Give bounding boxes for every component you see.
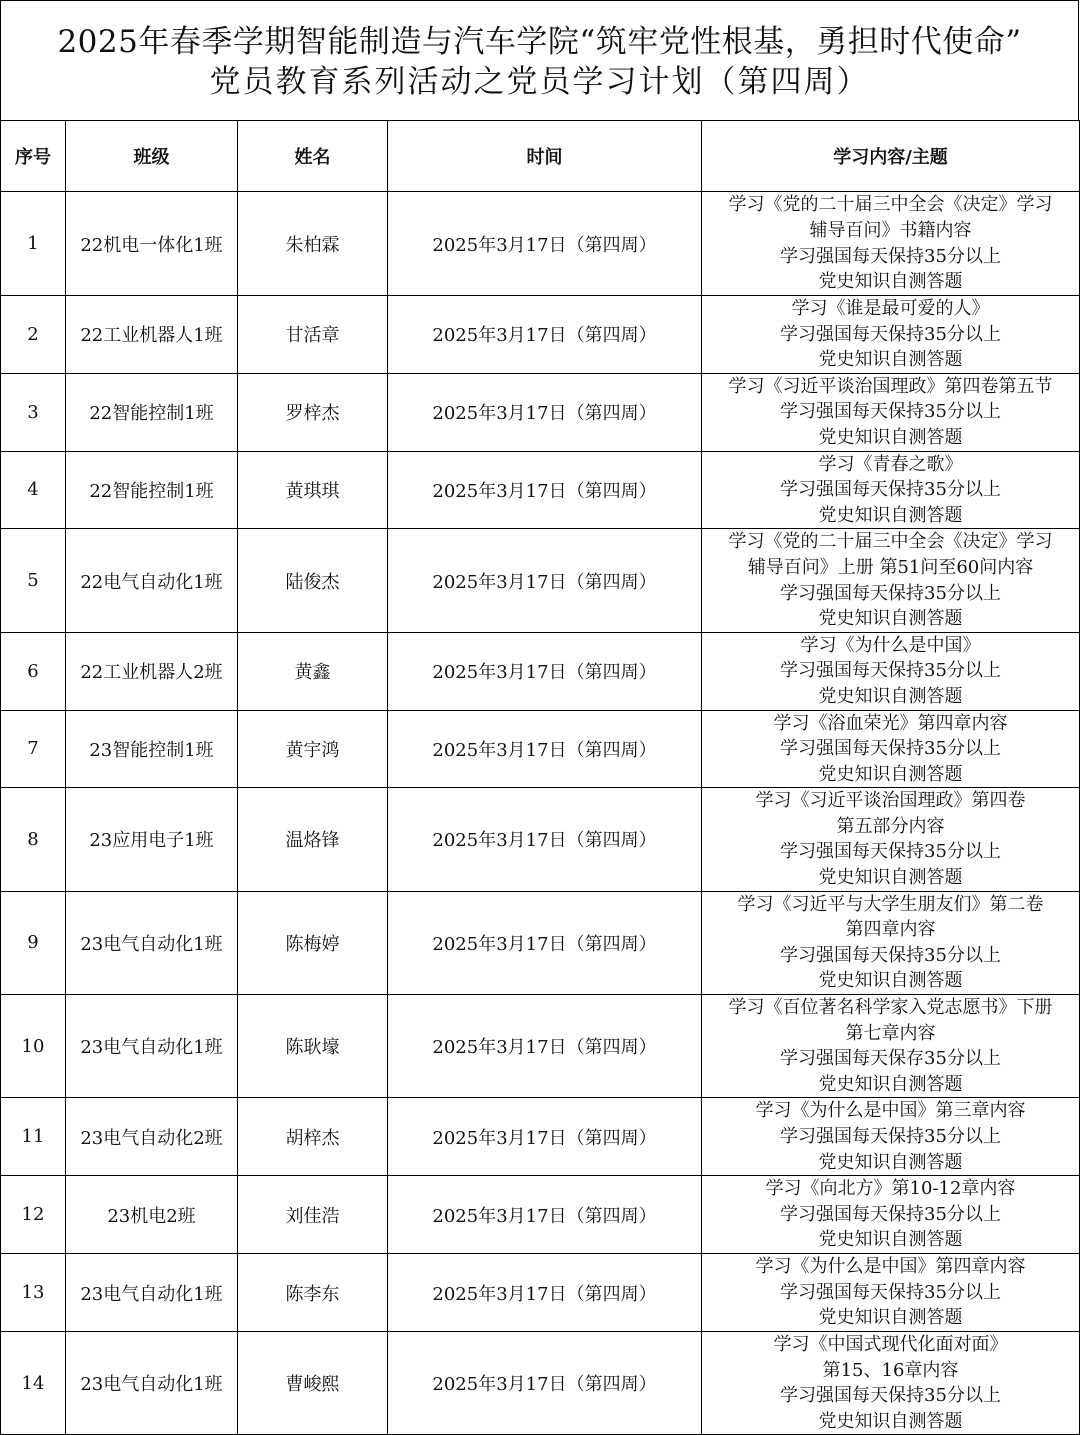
content-line: 学习《向北方》第10-12章内容 <box>765 1178 1016 1200</box>
content-line: 学习《为什么是中国》第四章内容 <box>755 1256 1026 1278</box>
cell-content <box>702 891 1080 994</box>
content-line: 学习强国每天保持35分以上 <box>780 479 1001 501</box>
cell-name: 黄宇鸿 <box>238 710 388 788</box>
cell-name: 陈李东 <box>238 1254 388 1332</box>
content-line: 第七章内容 <box>845 1022 936 1044</box>
content-line: 学习《习近平谈治国理政》第四卷第五节 <box>728 375 1053 397</box>
content-line: 辅导百问》上册 第51问至60问内容 <box>747 556 1034 578</box>
title-line-2: 党员教育系列活动之党员学习计划（第四周） <box>209 63 870 100</box>
table-row <box>1 710 1080 788</box>
content-line: 党史知识自测答题 <box>818 426 963 448</box>
cell-time: 2025年3月17日（第四周） <box>388 788 702 891</box>
content-line: 党史知识自测答题 <box>818 1307 963 1329</box>
cell-name: 刘佳浩 <box>238 1176 388 1254</box>
cell-name: 朱柏霖 <box>238 192 388 296</box>
cell-class: 22智能控制1班 <box>66 373 238 451</box>
header-index: 序号 <box>1 121 66 192</box>
content-line: 党史知识自测答题 <box>818 504 963 526</box>
cell-class: 22工业机器人2班 <box>66 632 238 710</box>
cell-class: 23电气自动化1班 <box>66 1331 238 1434</box>
cell-index: 9 <box>1 891 66 994</box>
header-class: 班级 <box>66 121 238 192</box>
cell-class: 23机电2班 <box>66 1176 238 1254</box>
cell-class: 23应用电子1班 <box>66 788 238 891</box>
content-line: 党史知识自测答题 <box>818 867 963 889</box>
table-row <box>1 632 1080 710</box>
table-row <box>1 788 1080 891</box>
cell-class: 22工业机器人1班 <box>66 296 238 374</box>
cell-content <box>702 632 1080 710</box>
cell-time: 2025年3月17日（第四周） <box>388 451 702 529</box>
cell-name: 陆俊杰 <box>238 529 388 632</box>
cell-time: 2025年3月17日（第四周） <box>388 1176 702 1254</box>
cell-class: 23电气自动化1班 <box>66 995 238 1098</box>
cell-name: 陈梅婷 <box>238 891 388 994</box>
cell-time: 2025年3月17日（第四周） <box>388 1254 702 1332</box>
content-line: 党史知识自测答题 <box>818 349 963 371</box>
table-header-row <box>1 121 1080 192</box>
cell-class: 23电气自动化1班 <box>66 1254 238 1332</box>
cell-class: 22电气自动化1班 <box>66 529 238 632</box>
cell-time: 2025年3月17日（第四周） <box>388 1331 702 1434</box>
cell-content <box>702 995 1080 1098</box>
content-line: 党史知识自测答题 <box>818 271 963 293</box>
content-line: 学习《党的二十届三中全会《决定》学习 <box>728 194 1053 216</box>
content-line: 学习强国每天保持35分以上 <box>780 1203 1001 1225</box>
content-line: 学习《中国式现代化面对面》 <box>773 1333 1008 1355</box>
cell-name: 罗梓杰 <box>238 373 388 451</box>
content-line: 学习强国每天保持35分以上 <box>780 841 1001 863</box>
cell-time: 2025年3月17日（第四周） <box>388 373 702 451</box>
cell-class: 23电气自动化1班 <box>66 891 238 994</box>
content-line: 党史知识自测答题 <box>818 608 963 630</box>
cell-time: 2025年3月17日（第四周） <box>388 296 702 374</box>
table-row <box>1 529 1080 632</box>
cell-name: 陈耿壕 <box>238 995 388 1098</box>
header-name: 姓名 <box>238 121 388 192</box>
table-row <box>1 1331 1080 1434</box>
table-row <box>1 192 1080 296</box>
cell-time: 2025年3月17日（第四周） <box>388 192 702 296</box>
cell-index: 13 <box>1 1254 66 1332</box>
cell-time: 2025年3月17日（第四周） <box>388 995 702 1098</box>
cell-content <box>702 451 1080 529</box>
content-line: 第五部分内容 <box>836 815 945 837</box>
content-line: 辅导百问》书籍内容 <box>809 219 972 241</box>
cell-class: 23电气自动化2班 <box>66 1098 238 1176</box>
cell-name: 黄琪琪 <box>238 451 388 529</box>
content-line: 学习《党的二十届三中全会《决定》学习 <box>728 531 1053 553</box>
table-row <box>1 1176 1080 1254</box>
cell-class: 22机电一体化1班 <box>66 192 238 296</box>
cell-content <box>702 296 1080 374</box>
content-line: 党史知识自测答题 <box>818 1073 963 1095</box>
content-line: 学习《谁是最可爱的人》 <box>791 298 990 319</box>
cell-index: 11 <box>1 1098 66 1176</box>
content-line: 学习《青春之歌》 <box>818 453 963 475</box>
content-line: 党史知识自测答题 <box>818 763 963 785</box>
content-line: 党史知识自测答题 <box>818 1410 963 1432</box>
content-line: 学习强国每天保持35分以上 <box>780 323 1001 345</box>
content-line: 学习强国每天保持35分以上 <box>780 738 1001 760</box>
header-time: 时间 <box>388 121 702 192</box>
cell-name: 胡梓杰 <box>238 1098 388 1176</box>
cell-index: 5 <box>1 529 66 632</box>
cell-time: 2025年3月17日（第四周） <box>388 1098 702 1176</box>
cell-time: 2025年3月17日（第四周） <box>388 891 702 994</box>
cell-name: 甘活章 <box>238 296 388 374</box>
content-line: 学习强国每天保持35分以上 <box>780 1385 1001 1407</box>
table-body <box>1 192 1080 1435</box>
cell-content <box>702 192 1080 296</box>
content-line: 学习《习近平谈治国理政》第四卷 <box>755 790 1026 812</box>
cell-time: 2025年3月17日（第四周） <box>388 632 702 710</box>
cell-index: 12 <box>1 1176 66 1254</box>
content-line: 党史知识自测答题 <box>818 685 963 707</box>
title-line-1: 2025年春季学期智能制造与汽车学院“筑牢党性根基，勇担时代使命” <box>57 23 1022 60</box>
content-line: 学习强国每天保持35分以上 <box>780 660 1001 682</box>
cell-content <box>702 373 1080 451</box>
table-row <box>1 995 1080 1098</box>
table-row <box>1 451 1080 529</box>
content-line: 第四章内容 <box>845 919 936 941</box>
content-line: 学习《百位著名科学家入党志愿书》下册 <box>728 997 1053 1019</box>
table-row <box>1 296 1080 374</box>
cell-time: 2025年3月17日（第四周） <box>388 529 702 632</box>
content-line: 学习强国每天保持35分以上 <box>780 1126 1001 1147</box>
content-line: 学习强国每天保持35分以上 <box>780 401 1001 423</box>
content-line: 学习《为什么是中国》第三章内容 <box>755 1100 1026 1122</box>
document-title <box>0 0 1079 120</box>
cell-index: 7 <box>1 710 66 788</box>
cell-content <box>702 788 1080 891</box>
cell-index: 3 <box>1 373 66 451</box>
cell-content <box>702 1254 1080 1332</box>
content-line: 学习《为什么是中国》 <box>800 634 981 656</box>
study-plan-table <box>0 120 1080 1435</box>
cell-index: 1 <box>1 192 66 296</box>
table-row <box>1 1098 1080 1176</box>
cell-name: 温烙锋 <box>238 788 388 891</box>
cell-content <box>702 710 1080 788</box>
cell-content <box>702 1331 1080 1434</box>
cell-index: 6 <box>1 632 66 710</box>
cell-index: 8 <box>1 788 66 891</box>
cell-index: 10 <box>1 995 66 1098</box>
cell-content <box>702 1176 1080 1254</box>
content-line: 学习《习近平与大学生朋友们》第二卷 <box>737 893 1044 915</box>
content-line: 第15、16章内容 <box>822 1359 959 1381</box>
content-line: 党史知识自测答题 <box>818 1151 963 1173</box>
content-line: 党史知识自测答题 <box>818 970 963 992</box>
cell-class: 22智能控制1班 <box>66 451 238 529</box>
table-row <box>1 1254 1080 1332</box>
table-row <box>1 891 1080 994</box>
cell-content <box>702 529 1080 632</box>
content-line: 学习强国每天保存35分以上 <box>780 1048 1001 1070</box>
content-line: 学习强国每天保持35分以上 <box>780 245 1001 267</box>
header-content: 学习内容/主题 <box>702 121 1080 192</box>
content-line: 学习强国每天保持35分以上 <box>780 1281 1001 1303</box>
cell-index: 4 <box>1 451 66 529</box>
cell-name: 曹峻熙 <box>238 1331 388 1434</box>
cell-content <box>702 1098 1080 1176</box>
cell-time: 2025年3月17日（第四周） <box>388 710 702 788</box>
content-line: 学习强国每天保持35分以上 <box>780 944 1001 966</box>
cell-index: 14 <box>1 1331 66 1434</box>
cell-index: 2 <box>1 296 66 374</box>
table-row <box>1 373 1080 451</box>
content-line: 学习《浴血荣光》第四章内容 <box>773 712 1008 734</box>
content-line: 党史知识自测答题 <box>818 1229 963 1251</box>
content-line: 学习强国每天保持35分以上 <box>780 582 1001 604</box>
cell-class: 23智能控制1班 <box>66 710 238 788</box>
cell-name: 黄鑫 <box>238 632 388 710</box>
